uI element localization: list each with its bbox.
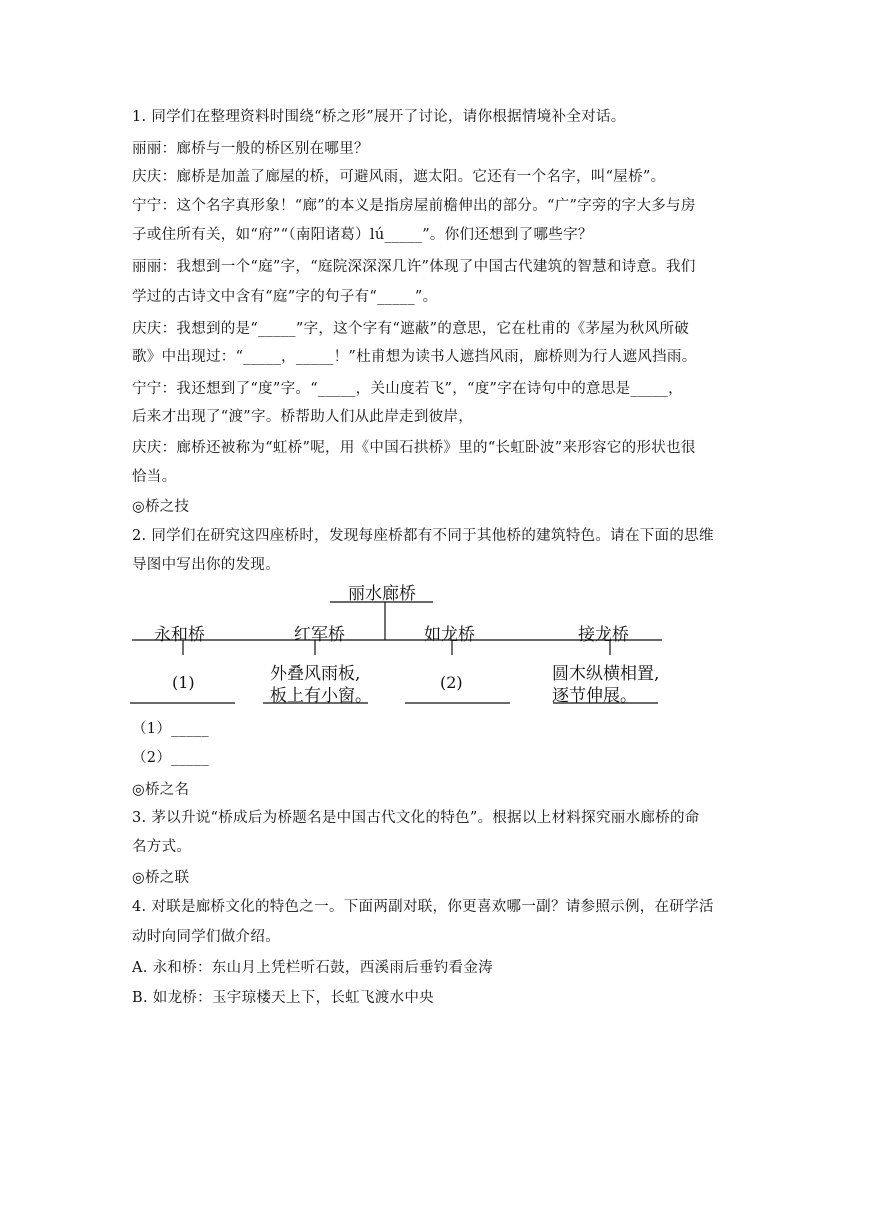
section-heading: ◎桥之技	[132, 499, 190, 515]
mind-map-branch-hongjun: 红军桥	[294, 625, 345, 645]
mind-map-desc-line: 外叠风雨板,	[270, 664, 361, 684]
answer-blank-2: （2）_____	[132, 750, 209, 766]
mind-map-desc-line: 逐节伸展。	[552, 686, 637, 706]
mind-map-branch-jielong: 接龙桥	[578, 625, 629, 645]
dialogue-line: 恰当。	[132, 469, 177, 485]
dialogue-line: 庆庆：廊桥还被称为“虹桥”呢，用《中国石拱桥》里的“长虹卧波”来形容它的形状也很	[132, 440, 696, 456]
dialogue-line: 庆庆：廊桥是加盖了廊屋的桥，可避风雨，遮太阳。它还有一个名字，叫“屋桥”。	[132, 169, 666, 185]
question-4-prompt: 动时向同学们做介绍。	[132, 929, 280, 945]
answer-blank-1: （1）_____	[132, 721, 209, 737]
question-1-prompt: 1. 同学们在整理资料时围绕“桥之形”展开了讨论，请你根据情境补全对话。	[132, 109, 626, 125]
dialogue-line: 歌》中出现过：“_____，_____！”杜甫想为读书人遮挡风雨，廊桥则为行人遮风挡雨。	[132, 349, 697, 365]
couplet-option-b: B. 如龙桥：玉宇琼楼天上下，长虹飞渡水中央	[132, 990, 434, 1006]
question-4-prompt: 4. 对联是廊桥文化的特色之一。下面两副对联，你更喜欢哪一副？请参照示例，在研学活	[132, 899, 714, 915]
mind-map-desc-line: 圆木纵横相置,	[552, 664, 660, 684]
dialogue-line: 子或住所有关，如“府”“（南阳诸葛）lú_____”。你们还想到了哪些字？	[132, 227, 593, 243]
dialogue-line: 后来才出现了“渡”字。桥帮助人们从此岸走到彼岸，	[132, 409, 474, 425]
question-2-prompt: 2. 同学们在研究这四座桥时，发现每座桥都有不同于其他桥的建筑特色。请在下面的思维	[132, 528, 714, 544]
section-heading: ◎桥之联	[132, 870, 190, 886]
mind-map-blank-2: (2)	[440, 673, 463, 692]
dialogue-line: 丽丽：我想到一个“庭”字，“庭院深深深几许”体现了中国古代建筑的智慧和诗意。我们	[132, 259, 696, 275]
question-3-prompt: 3. 茅以升说“桥成后为桥题名是中国古代文化的特色”。根据以上材料探究丽水廊桥的命	[132, 810, 700, 826]
dialogue-line: 学过的古诗文中含有“庭”字的句子有“_____”。	[132, 289, 438, 305]
dialogue-line: 丽丽：廊桥与一般的桥区别在哪里？	[132, 141, 369, 157]
mind-map	[130, 575, 670, 710]
mind-map-branch-rulong: 如龙桥	[424, 625, 475, 645]
mind-map-root: 丽水廊桥	[348, 584, 416, 604]
mind-map-desc-line: 板上有小窗。	[270, 686, 372, 706]
dialogue-line: 宁宁：我还想到了“度”字。“_____，关山度若飞”，“度”字在诗句中的意思是_____，	[132, 381, 683, 397]
mind-map-blank-1: (1)	[172, 673, 195, 692]
dialogue-line: 庆庆：我想到的是“_____”字，这个字有“遮蔽”的意思，它在杜甫的《茅屋为秋风所破	[132, 321, 689, 337]
dialogue-line: 宁宁：这个名字真形象！“廊”的本义是指房屋前檐伸出的部分。“广”字旁的字大多与房	[132, 198, 696, 214]
question-3-prompt: 名方式。	[132, 839, 192, 855]
section-heading: ◎桥之名	[132, 782, 190, 798]
mind-map-branch-yonghe: 永和桥	[154, 625, 205, 645]
couplet-option-a: A. 永和桥：东山月上凭栏听石鼓，西溪雨后垂钓看金涛	[132, 960, 493, 976]
question-2-prompt: 导图中写出你的发现。	[132, 557, 280, 573]
